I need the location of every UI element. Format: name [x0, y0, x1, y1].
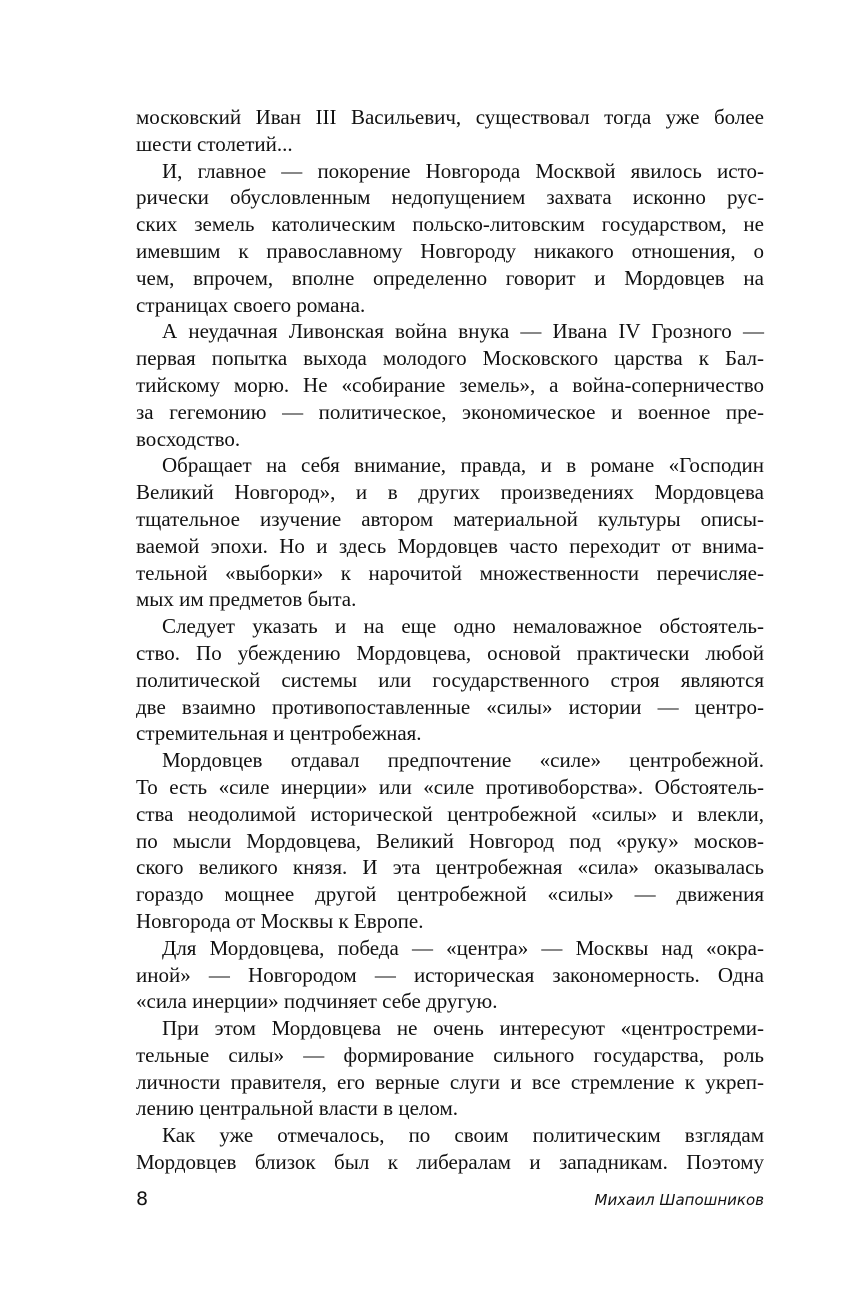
- text-line: личности правителя, его верные слуги и все стремление к укреп-: [136, 1069, 764, 1094]
- paragraph: [136, 104, 764, 158]
- paragraph: [136, 1015, 764, 1122]
- text-line: Обращает на себя внимание, правда, и в романе «Господин: [162, 453, 764, 478]
- text-line: имевшим к православному Новгороду никакого отношения, о: [136, 238, 764, 263]
- text-line: тельной «выборки» к нарочитой множественности перечисляе-: [136, 560, 764, 585]
- text-line: рически обусловленным недопущением захвата исконно рус-: [136, 185, 764, 210]
- text-line: мых им предметов быта.: [136, 587, 357, 612]
- text-line: Великий Новгород», и в других произведениях Мордовцева: [136, 480, 764, 505]
- text-line: политической системы или государственного строя являются: [136, 667, 764, 692]
- text-line: ство. По убеждению Мордовцева, основой практически любой: [136, 640, 764, 665]
- text-line: лению центральной власти в целом.: [136, 1096, 459, 1121]
- text-line: тщательное изучение автором материальной культуры описы-: [136, 506, 764, 531]
- text-line: по мысли Мордовцева, Великий Новгород под «руку» москов-: [136, 828, 764, 853]
- text-line: ства неодолимой исторической центробежной «силы» и влекли,: [136, 801, 764, 826]
- paragraph: [136, 158, 764, 319]
- page-number: 8: [136, 1188, 149, 1210]
- text-line: Новгорода от Москвы к Европе.: [136, 908, 424, 933]
- text-line: Как уже отмечалось, по своим политическим взглядам: [162, 1123, 764, 1148]
- body-text: [136, 104, 764, 1176]
- text-line: ского великого князя. И эта центробежная «сила» оказывалась: [136, 855, 764, 880]
- text-line: шести столетий...: [136, 131, 293, 156]
- text-line: ских земель католическим польско-литовским государством, не: [136, 212, 764, 237]
- text-line: московский Иван III Васильевич, существовал тогда уже более: [136, 105, 764, 129]
- text-line: И, главное — покорение Новгорода Москвой явилось исто-: [162, 158, 764, 183]
- text-line: То есть «силе инерции» или «силе противоборства». Обстоятель-: [136, 774, 764, 799]
- text-line: При этом Мордовцева не очень интересуют «центростреми-: [162, 1016, 764, 1041]
- text-line: первая попытка выхода молодого Московского царства к Бал-: [136, 346, 764, 371]
- text-line: тельные силы» — формирование сильного государства, роль: [136, 1042, 764, 1067]
- paragraph: [136, 318, 764, 452]
- text-line: иной» — Новгородом — историческая закономерность. Одна: [136, 962, 764, 987]
- text-line: Для Мордовцева, победа — «центра» — Москвы над «окра-: [162, 935, 764, 960]
- paragraph: [136, 747, 764, 935]
- text-line: ваемой эпохи. Но и здесь Мордовцев часто переходит от внима-: [136, 533, 764, 558]
- text-line: Следует указать и на еще одно немаловажное обстоятель-: [162, 614, 764, 639]
- text-line: чем, впрочем, вполне определенно говорит и Мордовцев на: [136, 265, 764, 290]
- text-line: тийскому морю. Не «собирание земель», а война-соперничество: [136, 372, 764, 397]
- text-line: за гегемонию — политическое, экономическое и военное пре-: [136, 399, 764, 424]
- paragraph: [136, 935, 764, 1015]
- text-line: «сила инерции» подчиняет себе другую.: [136, 989, 498, 1014]
- paragraph: [136, 1122, 764, 1176]
- text-line: Мордовцев близок был к либералам и западникам. Поэтому: [136, 1150, 764, 1175]
- text-line: А неудачная Ливонская война внука — Ивана IV Грозного —: [162, 319, 764, 344]
- running-footer-author: Михаил Шапошников: [594, 1191, 764, 1209]
- paragraph: [136, 452, 764, 613]
- text-line: стремительная и центробежная.: [136, 721, 422, 746]
- text-line: восходство.: [136, 426, 241, 451]
- text-line: гораздо мощнее другой центробежной «силы» — движения: [136, 882, 764, 907]
- text-line: страницах своего романа.: [136, 292, 366, 317]
- text-line: Мордовцев отдавал предпочтение «силе» центробежной.: [162, 748, 764, 773]
- paragraph: [136, 613, 764, 747]
- text-line: две взаимно противопоставленные «силы» истории — центро-: [136, 694, 764, 719]
